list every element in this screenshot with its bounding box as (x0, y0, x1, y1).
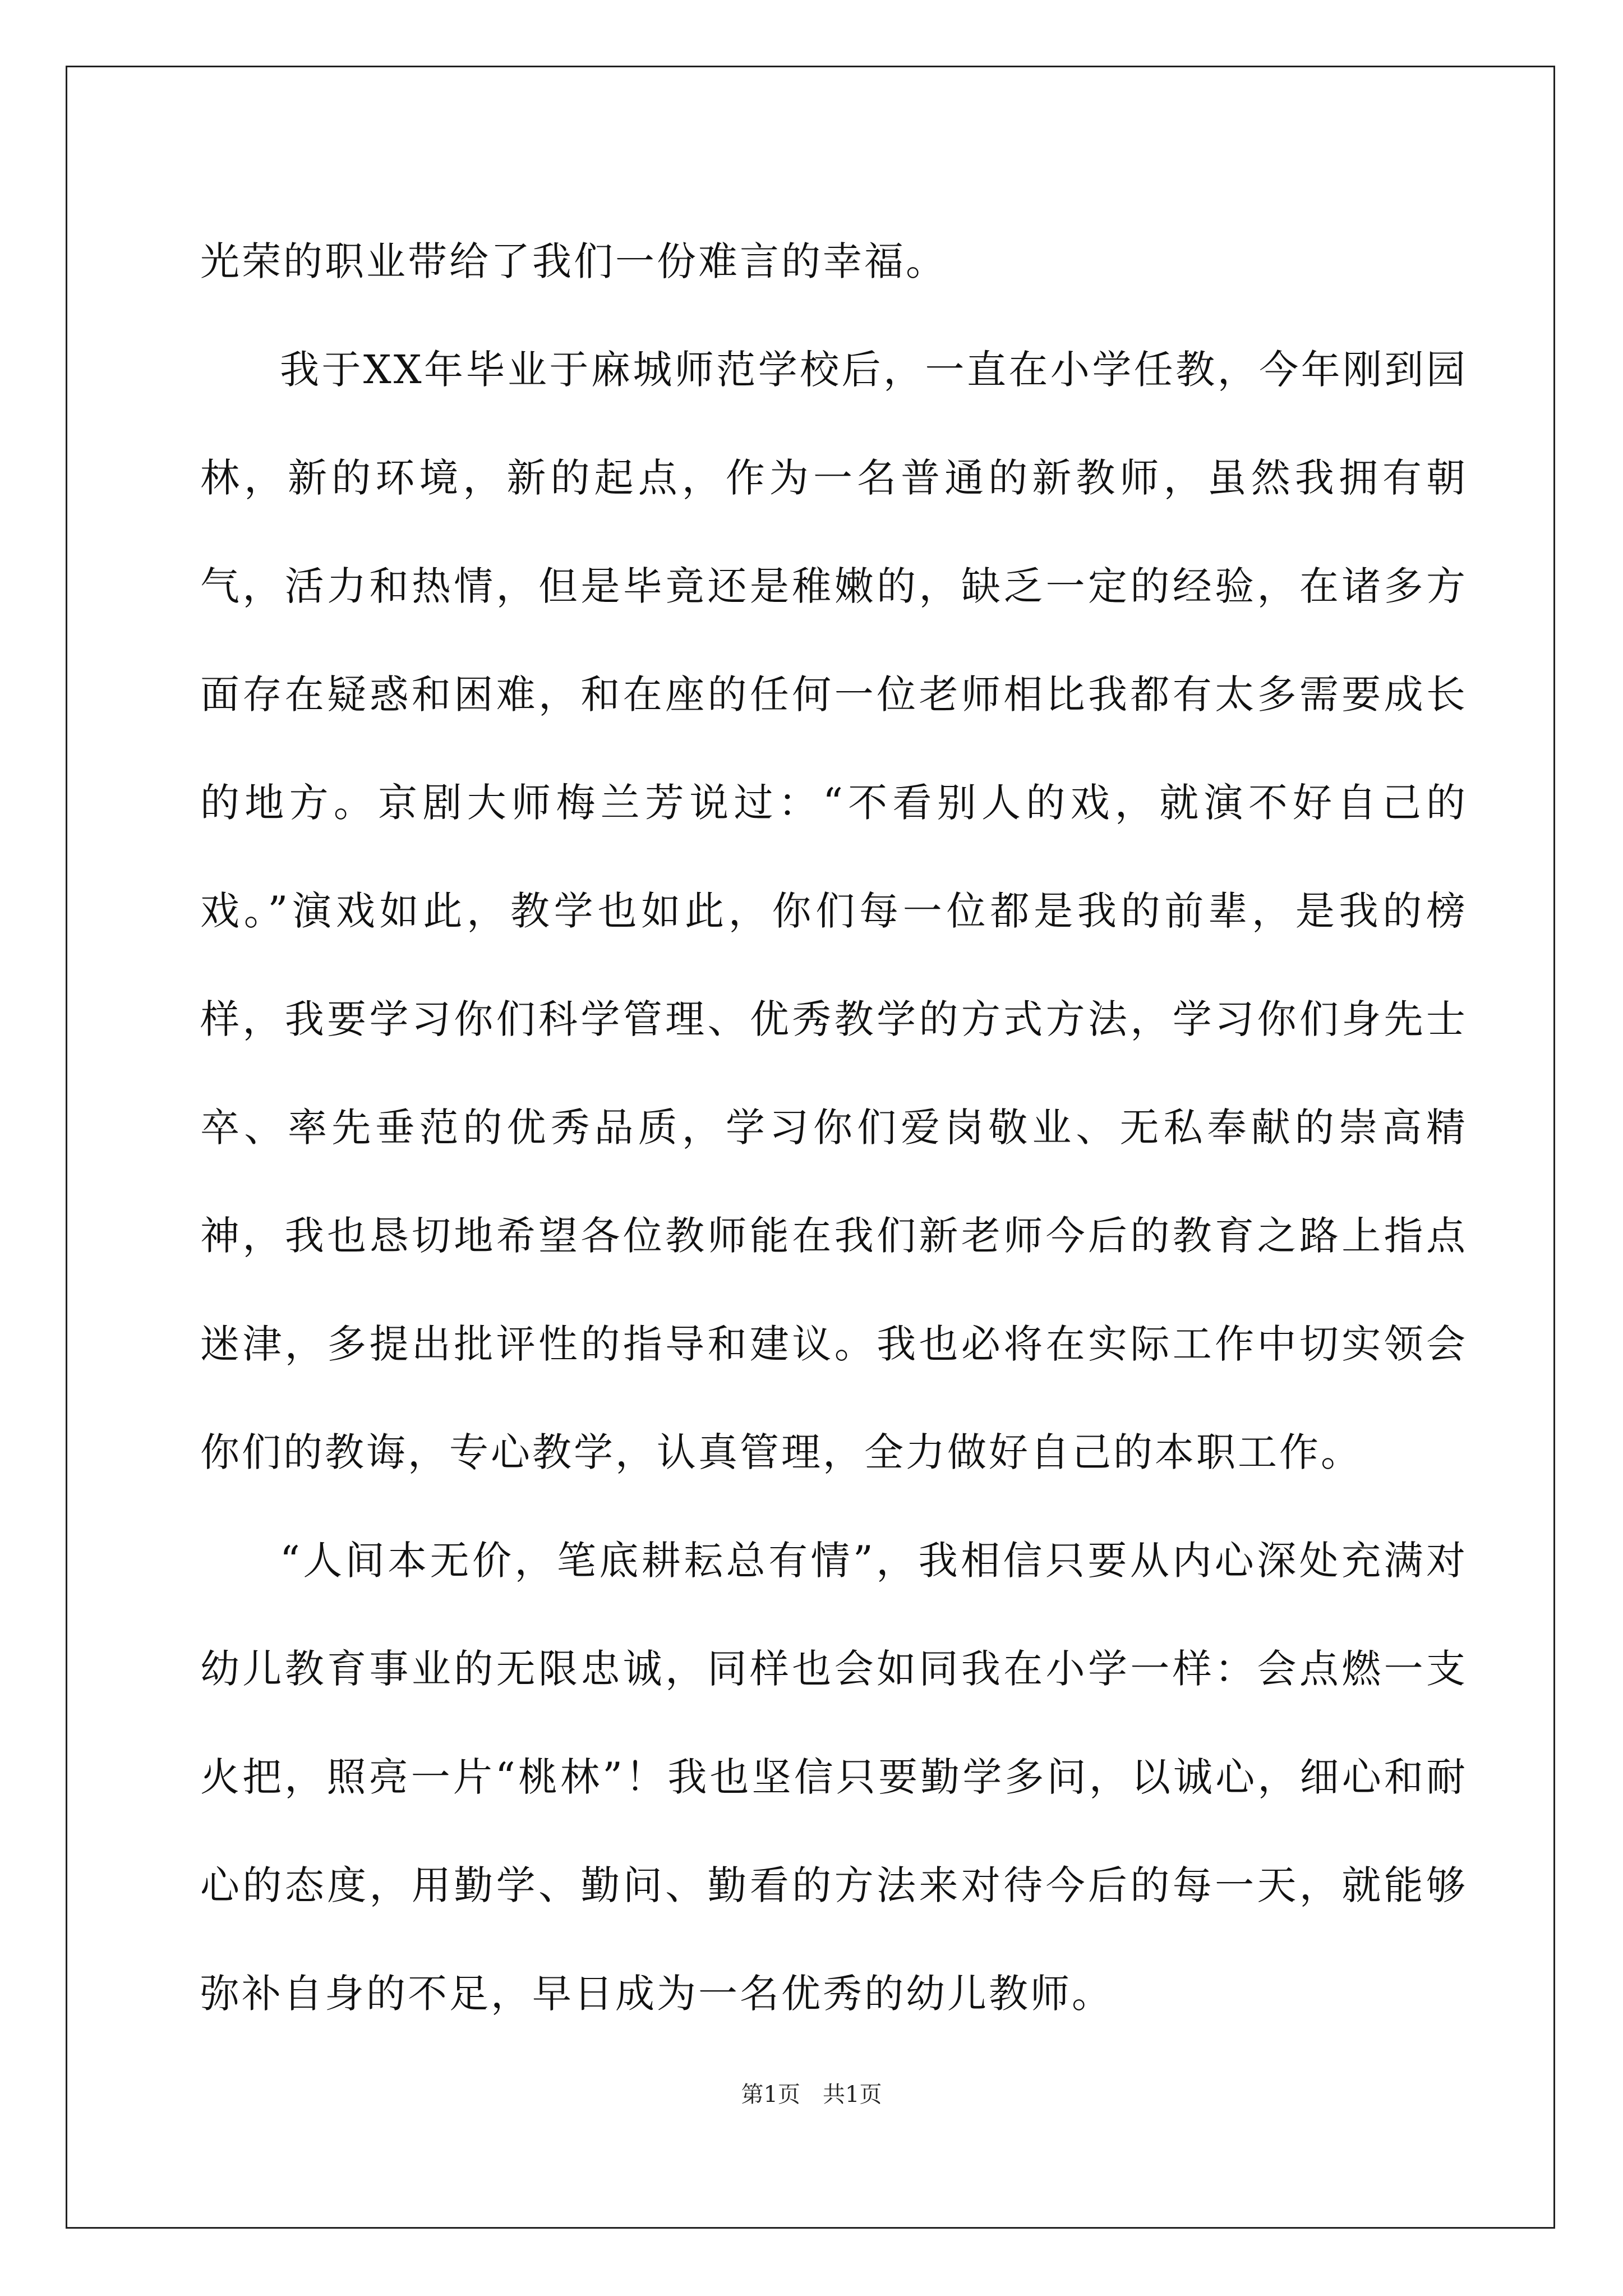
paragraph-3: “人间本无价，笔底耕耘总有情”，我相信只要从内心深处充满对幼儿教育事业的无限忠诚，同样也会如同我在小学一样：会点燃一支火把，照亮一片“桃林”！我也坚信只要勤学多问，以诚心，细心和耐心的态度，用勤学、勤问、勤看的方法来对待今后的每一天，就能够弥补自身的不足，早日成为一名优秀的幼儿教师。 (200, 1538, 1468, 2017)
paragraph-2: 我于XX年毕业于麻城师范学校后，一直在小学任教，今年刚到园林，新的环境，新的起点，作为一名普通的新教师，虽然我拥有朝气，活力和热情，但是毕竟还是稚嫩的，缺乏一定的经验，在诸多方面存在疑惑和困难，和在座的任何一位老师相比我都有太多需要成长的地方。京剧大师梅兰芳说过：“不看别人的戏，就演不好自己的戏。”演戏如此，教学也如此，你们每一位都是我的前辈，是我的榜样，我要学习你们科学管理、优秀教学的方式方法，学习你们身先士卒、率先垂范的优秀品质，学习你们爱岗敬业、无私奉献的崇高精神，我也恳切地希望各位教师能在我们新老师今后的教育之路上指点迷津，多提出批评性的指导和建议。我也必将在实际工作中切实领会你们的教诲，专心教学，认真管理，全力做好自己的本职工作。 (200, 347, 1468, 1475)
page-number-total: 共1页 (823, 2082, 882, 2108)
document-body (200, 208, 1468, 2048)
paragraph-1: 光荣的职业带给了我们一份难言的幸福。 (200, 238, 947, 284)
page-footer (0, 2077, 1623, 2109)
page-number-current: 第1页 (741, 2082, 800, 2108)
